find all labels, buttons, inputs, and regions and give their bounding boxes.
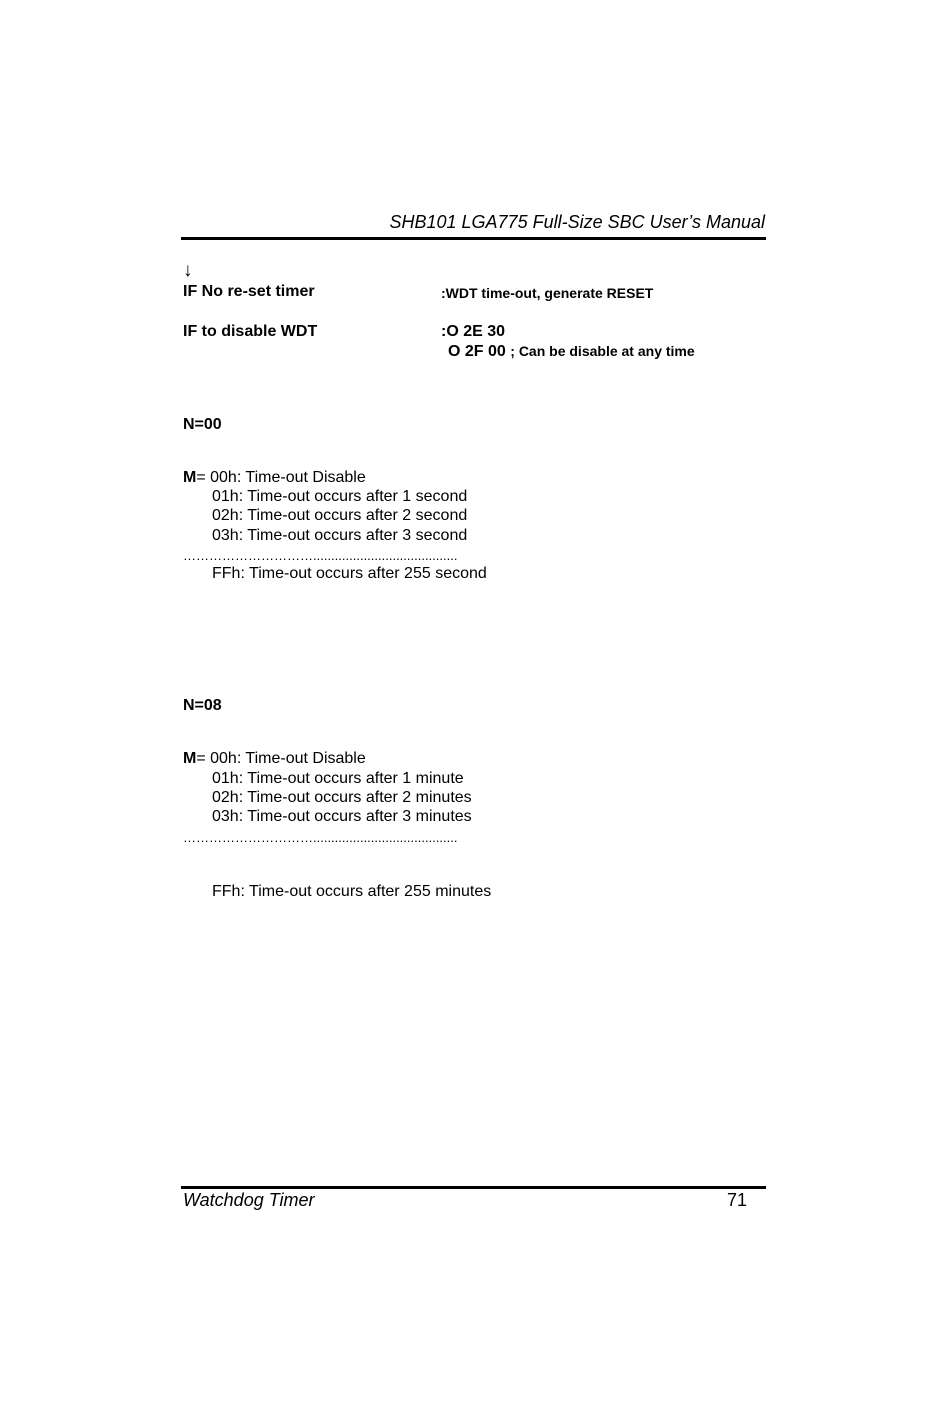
- seconds-dots: …………………………........................................: [183, 548, 458, 563]
- minutes-line-3: 03h: Time-out occurs after 3 minutes: [212, 808, 472, 825]
- disable-wdt-value-1: :O 2E 30: [441, 323, 506, 340]
- section-minutes-heading: N=08: [183, 697, 222, 714]
- minutes-dots: …………………………........................................: [183, 830, 458, 845]
- footer-rule: [181, 1186, 766, 1189]
- seconds-line-1: 01h: Time-out occurs after 1 second: [212, 488, 468, 505]
- minutes-line-1: 01h: Time-out occurs after 1 minute: [212, 770, 464, 787]
- footer-title: Watchdog Timer: [183, 1190, 315, 1210]
- m-label: M: [183, 750, 197, 767]
- minutes-line-0-text: = 00h: Time-out Disable: [196, 750, 366, 767]
- seconds-last: FFh: Time-out occurs after 255 second: [212, 565, 487, 582]
- header-title: SHB101 LGA775 Full-Size SBC User’s Manual: [389, 212, 765, 232]
- minutes-line-2: 02h: Time-out occurs after 2 minutes: [212, 789, 472, 806]
- minutes-line-0: [183, 750, 366, 768]
- seconds-line-3: 03h: Time-out occurs after 3 second: [212, 527, 468, 544]
- disable-wdt-label: IF to disable WDT: [183, 323, 318, 340]
- minutes-last: FFh: Time-out occurs after 255 minutes: [212, 883, 492, 900]
- down-arrow-icon: ↓: [183, 260, 193, 281]
- disable-wdt-value-2: O 2F 00: [448, 343, 506, 360]
- seconds-line-2: 02h: Time-out occurs after 2 second: [212, 507, 468, 524]
- disable-wdt-note: ; Can be disable at any time: [510, 343, 695, 359]
- disable-wdt-value-2-line: [448, 343, 695, 361]
- page-number: 71: [727, 1190, 748, 1210]
- m-label: M: [183, 469, 197, 486]
- no-reset-label: IF No re-set timer: [183, 283, 315, 300]
- seconds-line-0: [183, 469, 366, 487]
- header-rule: [181, 237, 766, 240]
- seconds-line-0-text: = 00h: Time-out Disable: [196, 469, 366, 486]
- no-reset-value: :WDT time-out, generate RESET: [441, 285, 654, 301]
- section-seconds-heading: N=00: [183, 416, 222, 433]
